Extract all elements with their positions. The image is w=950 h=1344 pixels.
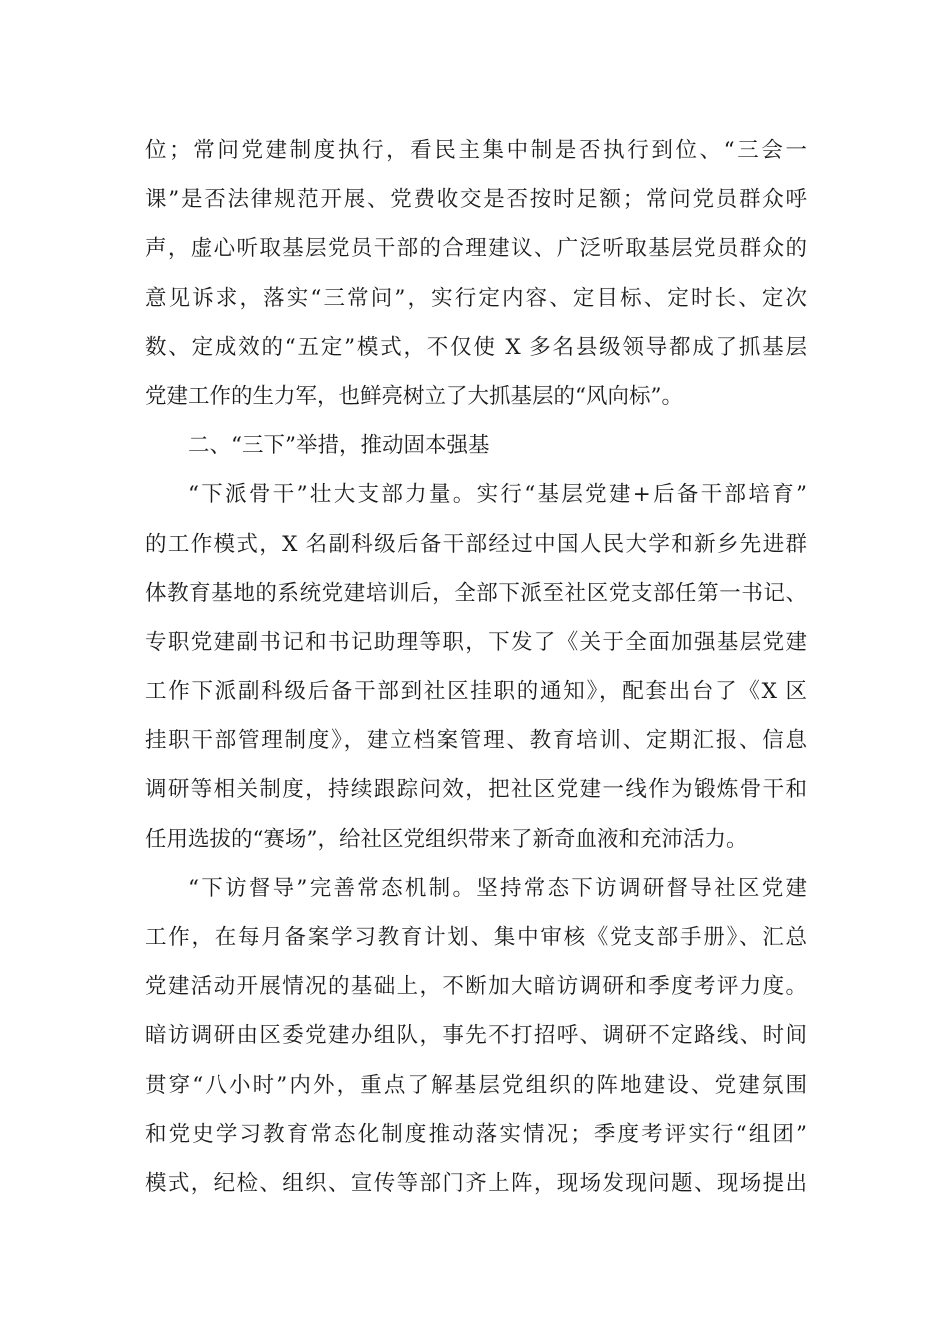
- text-line: 课”是否法律规范开展、党费收交是否按时足额；常问党员群众呼: [145, 187, 807, 213]
- text-line: 专职党建副书记和书记助理等职，下发了《关于全面加强基层党建: [145, 629, 807, 655]
- text-line: 党建工作的生力军，也鲜亮树立了大抓基层的“风向标”。: [145, 383, 683, 409]
- text-line: 二、“三下”举措，推动固本强基: [188, 433, 490, 459]
- text-line: 贯穿“八小时”内外，重点了解基层党组织的阵地建设、党建氛围: [145, 1072, 807, 1098]
- text-line: 体教育基地的系统党建培训后，全部下派至社区党支部任第一书记、: [145, 580, 807, 606]
- text-line: 意见诉求，落实“三常问”，实行定内容、定目标、定时长、定次: [145, 285, 807, 311]
- document-body: [145, 126, 807, 1208]
- text-line: 挂职干部管理制度》，建立档案管理、教育培训、定期汇报、信息: [145, 728, 807, 754]
- text-line: 位；常问党建制度执行，看民主集中制是否执行到位、“三会一: [145, 138, 807, 163]
- text-line: 工作下派副科级后备干部到社区挂职的通知》，配套出台了《X 区: [145, 679, 807, 705]
- text-line: 声，虚心听取基层党员干部的合理建议、广泛听取基层党员群众的: [145, 236, 807, 262]
- text-line: 暗访调研由区委党建办组队，事先不打招呼、调研不定路线、时间: [145, 1023, 807, 1049]
- text-line: 的工作模式，X 名副科级后备干部经过中国人民大学和新乡先进群: [145, 531, 807, 557]
- text-line: 任用选拔的“赛场”，给社区党组织带来了新奇血液和充沛活力。: [145, 826, 748, 852]
- text-line: 数、定成效的“五定”模式，不仅使 X 多名县级领导都成了抓基层: [145, 334, 807, 360]
- text-line: 工作，在每月备案学习教育计划、集中审核《党支部手册》、汇总: [145, 925, 807, 950]
- text-line: 和党史学习教育常态化制度推动落实情况；季度考评实行“组团”: [145, 1121, 807, 1147]
- text-line: “下派骨干”壮大支部力量。实行“基层党建+后备干部培育”: [188, 482, 807, 508]
- text-line: “下访督导”完善常态机制。坚持常态下访调研督导社区党建: [188, 875, 807, 901]
- text-line: 模式，纪检、组织、宣传等部门齐上阵，现场发现问题、现场提出: [145, 1170, 807, 1196]
- text-line: 调研等相关制度，持续跟踪问效，把社区党建一线作为锻炼骨干和: [145, 777, 807, 803]
- text-line: 党建活动开展情况的基础上，不断加大暗访调研和季度考评力度。: [145, 974, 807, 1000]
